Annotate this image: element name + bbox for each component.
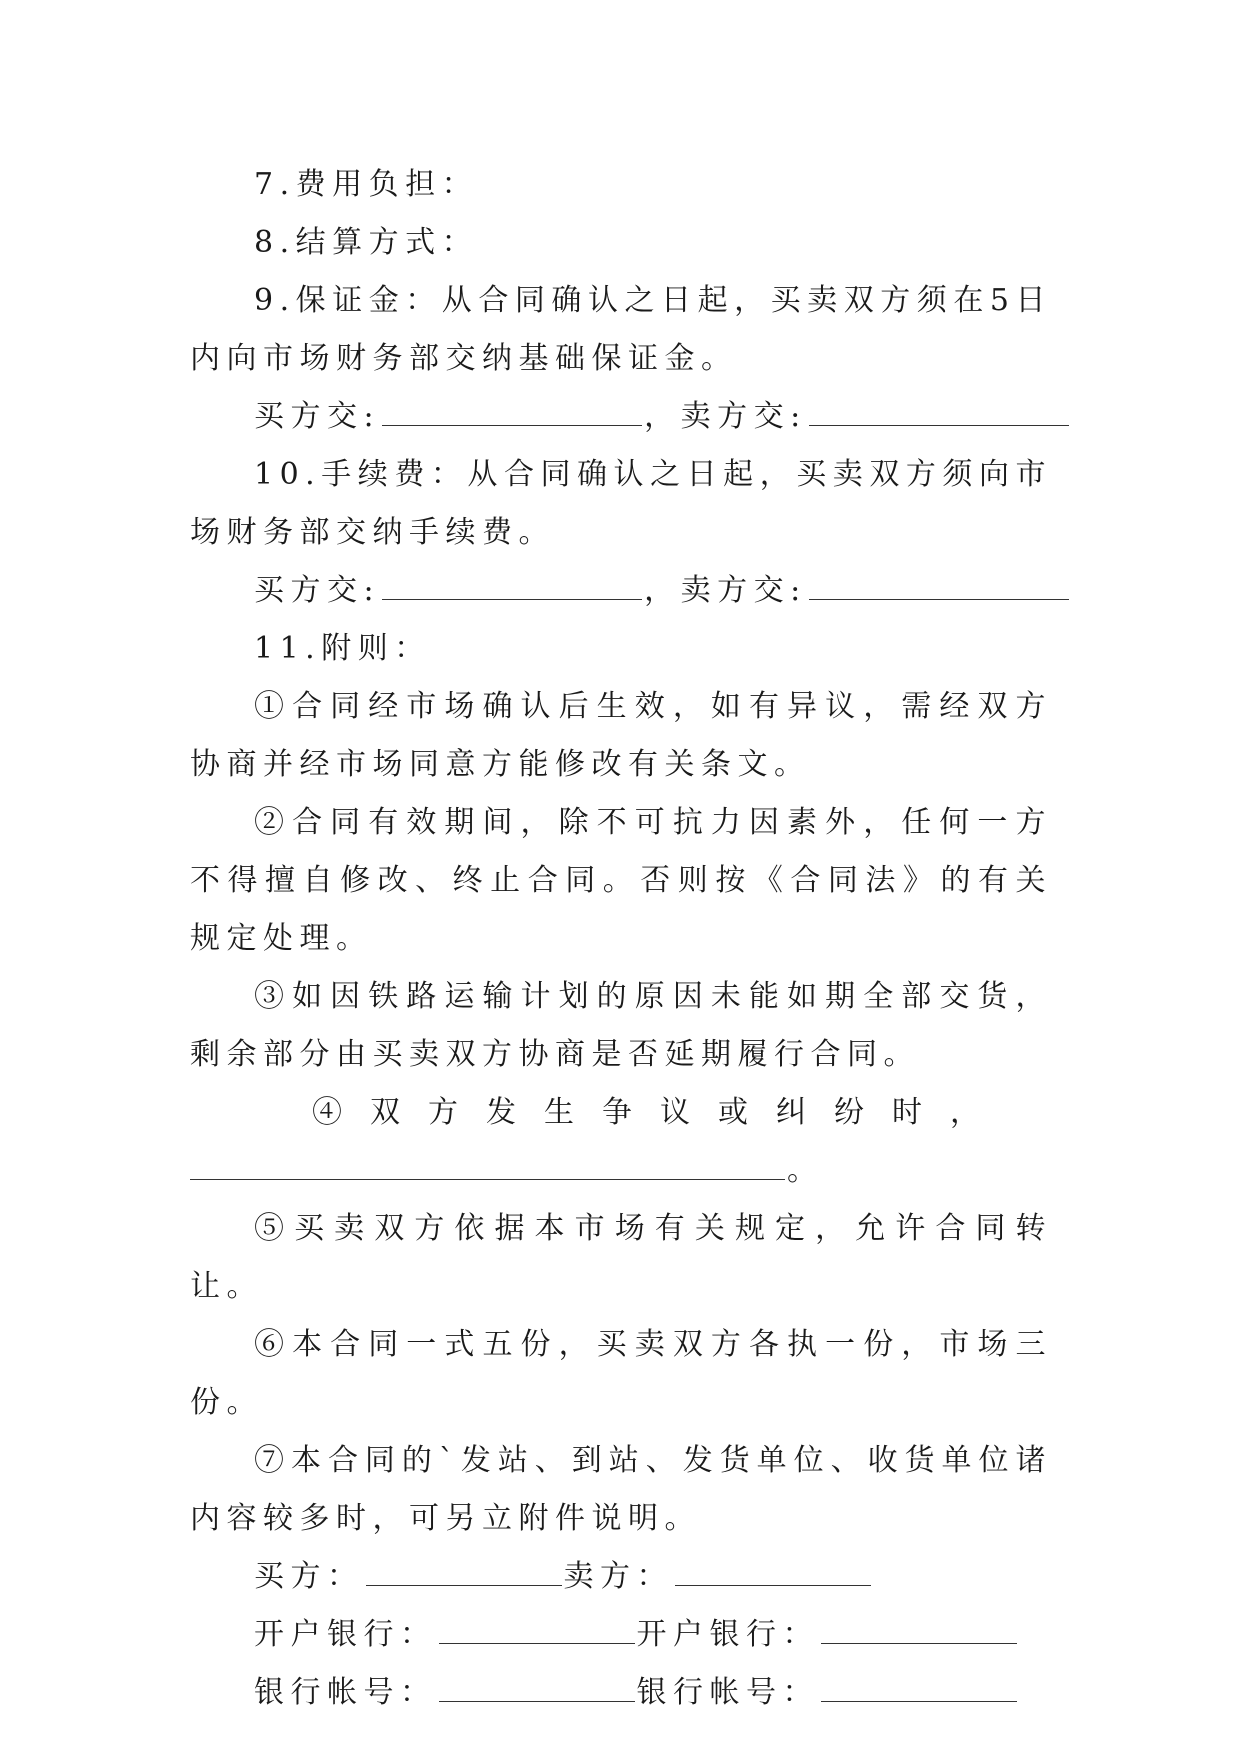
dispute-resolution-blank[interactable] — [190, 1175, 785, 1180]
seller-account-label: 银行帐号： — [636, 1675, 819, 1710]
rule-2: ②合同有效期间，除不可抗力因素外，任何一方不得擅自修改、终止合同。否则按《合同法》的有关规定处理。 — [190, 805, 1052, 956]
seller-bank-label: 开户银行： — [636, 1617, 819, 1652]
separator: ， — [644, 399, 681, 434]
buyer-bank-blank[interactable] — [439, 1639, 635, 1644]
rule-4-continued — [190, 1142, 1052, 1200]
signature-party-row — [190, 1548, 1052, 1606]
buyer-account-label: 银行帐号： — [254, 1675, 437, 1710]
seller-fee-blank[interactable] — [809, 595, 1069, 600]
rule-4-end: 。 — [787, 1153, 824, 1188]
signature-account-row — [190, 1664, 1052, 1722]
buyer-label: 买方： — [254, 1559, 364, 1594]
buyer-name-blank[interactable] — [366, 1581, 562, 1586]
seller-deposit-blank[interactable] — [809, 421, 1069, 426]
buyer-account-blank[interactable] — [439, 1697, 635, 1702]
rule-5: ⑤买卖双方依据本市场有关规定，允许合同转让。 — [190, 1211, 1052, 1304]
deposit-fill-row — [190, 388, 1052, 446]
contract-body — [190, 156, 1052, 1722]
seller-pays-label: 卖方交: — [680, 573, 807, 608]
buyer-deposit-blank[interactable] — [382, 421, 642, 426]
rule-1: ①合同经市场确认后生效，如有异议，需经双方协商并经市场同意方能修改有关条文。 — [190, 689, 1052, 782]
rule-3: ③如因铁路运输计划的原因未能如期全部交货，剩余部分由买卖双方协商是否延期履行合同。 — [190, 979, 1052, 1072]
seller-pays-label: 卖方交: — [680, 399, 807, 434]
rule-6: ⑥本合同一式五份，买卖双方各执一份，市场三份。 — [190, 1327, 1052, 1420]
buyer-fee-blank[interactable] — [382, 595, 642, 600]
clause-10: 10.手续费：从合同确认之日起，买卖双方须向市场财务部交纳手续费。 — [190, 457, 1052, 550]
clause-7: 7.费用负担： — [254, 167, 479, 202]
rule-7: ⑦本合同的`发站、到站、发货单位、收货单位诸内容较多时，可另立附件说明。 — [190, 1443, 1052, 1536]
seller-account-blank[interactable] — [821, 1697, 1017, 1702]
seller-label: 卖方： — [563, 1559, 673, 1594]
seller-name-blank[interactable] — [675, 1581, 871, 1586]
separator: ， — [644, 573, 681, 608]
clause-8: 8.结算方式： — [254, 225, 479, 260]
fee-fill-row — [190, 562, 1052, 620]
buyer-pays-label: 买方交: — [254, 573, 381, 608]
buyer-pays-label: 买方交: — [254, 399, 381, 434]
signature-bank-row — [190, 1606, 1052, 1664]
clause-9: 9.保证金：从合同确认之日起，买卖双方须在5日内向市场财务部交纳基础保证金。 — [190, 283, 1052, 376]
rule-4 — [190, 1084, 1052, 1142]
buyer-bank-label: 开户银行： — [254, 1617, 437, 1652]
rule-4-text: ④双方发生争议或纠纷时， — [312, 1095, 1008, 1130]
seller-bank-blank[interactable] — [821, 1639, 1017, 1644]
clause-11: 11.附则： — [254, 631, 431, 666]
